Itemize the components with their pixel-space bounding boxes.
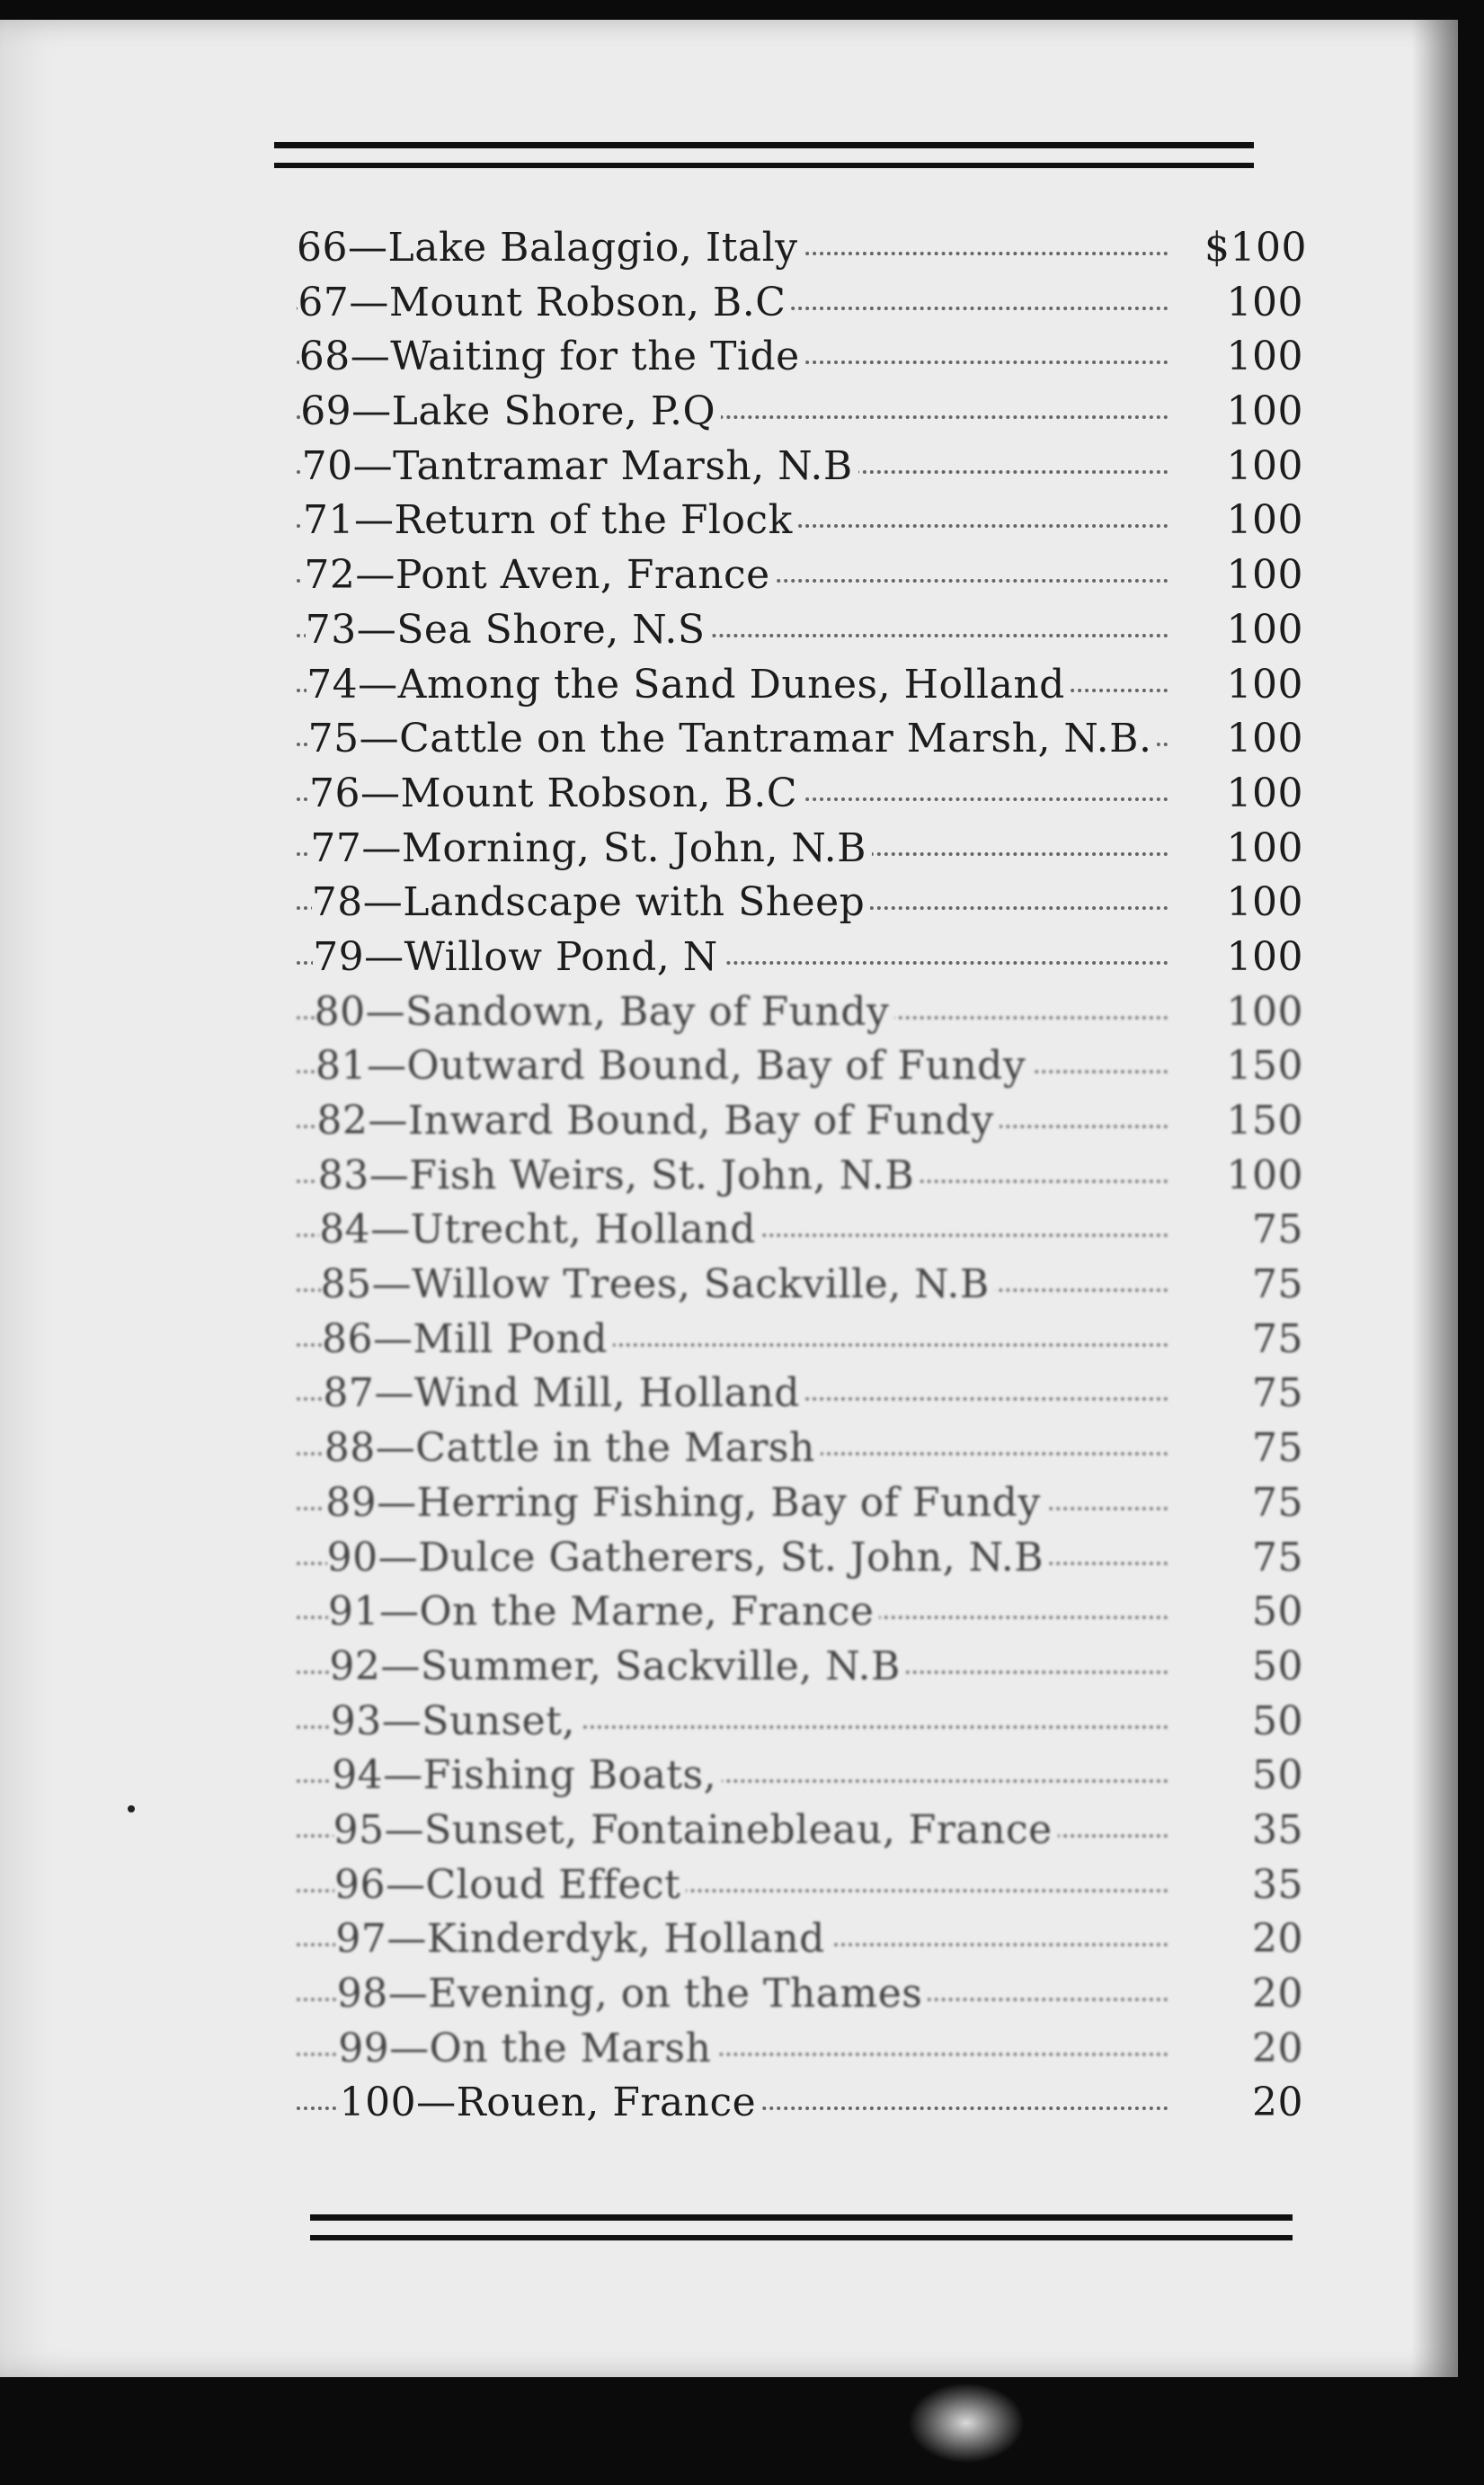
entry-title: 66—Lake Balaggio, Italy <box>297 221 804 276</box>
entry-price: 100 <box>1204 658 1303 713</box>
page-edge-shadow <box>1411 20 1458 2377</box>
entry-title: 86—Mill Pond <box>322 1313 613 1367</box>
list-item <box>297 1749 1303 1804</box>
price-list <box>297 221 1307 2131</box>
entry-title: 91—On the Marne, France <box>328 1585 879 1640</box>
entry-title: 69—Lake Shore, P.Q <box>300 385 721 440</box>
list-item <box>297 1421 1303 1476</box>
entry-price: 100 <box>1204 712 1303 767</box>
list-item <box>297 1367 1303 1421</box>
entry-price: 100 <box>1204 494 1303 548</box>
entry-price: 35 <box>1204 1804 1303 1858</box>
entry-title: 68—Waiting for the Tide <box>299 330 805 385</box>
entry-price: 20 <box>1204 2022 1303 2077</box>
entry-title: 76—Mount Robson, B.C <box>309 767 803 822</box>
entry-title: 82—Inward Bound, Bay of Fundy <box>316 1094 999 1149</box>
list-item <box>297 1094 1303 1149</box>
list-item <box>297 931 1303 985</box>
entry-title: 92—Summer, Sackville, N.B <box>329 1640 905 1695</box>
entry-title: 72—Pont Aven, France <box>304 548 775 603</box>
entry-title: 85—Willow Trees, Sackville, N.B <box>321 1258 995 1313</box>
list-item <box>297 2076 1303 2131</box>
entry-title: 84—Utrecht, Holland <box>319 1203 761 1258</box>
list-item <box>297 1313 1303 1367</box>
entry-title: 71—Return of the Flock <box>303 494 798 548</box>
top-double-rule <box>274 142 1254 168</box>
list-item <box>297 1203 1303 1258</box>
list-item <box>297 603 1303 658</box>
list-item <box>297 276 1303 331</box>
list-item <box>297 985 1303 1040</box>
entry-price: 100 <box>1204 276 1303 331</box>
list-item <box>297 1858 1303 1913</box>
list-item <box>297 712 1303 767</box>
entry-price: 100 <box>1204 1149 1303 1204</box>
entry-price: 75 <box>1204 1476 1303 1531</box>
list-item <box>297 1640 1303 1695</box>
entry-price: 100 <box>1204 385 1303 440</box>
list-item <box>297 658 1303 713</box>
entry-price: 100 <box>1204 440 1303 494</box>
entry-price: 150 <box>1204 1094 1303 1149</box>
list-item <box>297 221 1307 276</box>
list-item <box>297 494 1303 548</box>
entry-price: 75 <box>1204 1367 1303 1421</box>
entry-price: 150 <box>1204 1039 1303 1094</box>
list-item <box>297 330 1303 385</box>
entry-title: 80—Sandown, Bay of Fundy <box>315 985 895 1040</box>
entry-title: 78—Landscape with Sheep <box>312 876 871 931</box>
entry-price: 100 <box>1204 767 1303 822</box>
entry-title: 93—Sunset, <box>331 1695 581 1750</box>
entry-price: 50 <box>1204 1640 1303 1695</box>
entry-title: 99—On the Marsh <box>338 2022 716 2077</box>
list-item <box>297 1967 1303 2022</box>
list-item <box>297 1258 1303 1313</box>
entry-title: 100—Rouen, France <box>340 2076 762 2131</box>
entry-title: 97—Kinderdyk, Holland <box>335 1912 830 1967</box>
entry-title: 74—Among the Sand Dunes, Holland <box>307 658 1071 713</box>
entry-price: 75 <box>1204 1531 1303 1586</box>
entry-title: 95—Sunset, Fontainebleau, France <box>333 1804 1058 1858</box>
entry-title: 67—Mount Robson, B.C <box>298 276 791 331</box>
list-item <box>297 440 1303 494</box>
entry-price: 35 <box>1204 1858 1303 1913</box>
list-item <box>297 385 1303 440</box>
list-item <box>297 1585 1303 1640</box>
entry-price: $100 <box>1204 221 1303 276</box>
entry-title: 81—Outward Bound, Bay of Fundy <box>315 1039 1031 1094</box>
entry-price: 75 <box>1204 1258 1303 1313</box>
entry-title: 94—Fishing Boats, <box>332 1749 722 1804</box>
list-item <box>297 1695 1303 1750</box>
entry-price: 100 <box>1204 931 1303 985</box>
entry-price: 75 <box>1204 1313 1303 1367</box>
entry-price: 50 <box>1204 1749 1303 1804</box>
entry-title: 96—Cloud Effect <box>334 1858 686 1913</box>
entry-title: 98—Evening, on the Thames <box>337 1967 929 2022</box>
list-item <box>297 1912 1303 1967</box>
entry-price: 100 <box>1204 876 1303 931</box>
speck-mark <box>128 1805 135 1813</box>
list-item <box>297 1531 1303 1586</box>
entry-price: 100 <box>1204 985 1303 1040</box>
list-item <box>297 767 1303 822</box>
entry-title: 75—Cattle on the Tantramar Marsh, N.B. <box>308 712 1158 767</box>
list-item <box>297 1804 1303 1858</box>
entry-title: 79—Willow Pond, N <box>313 931 724 985</box>
entry-title: 73—Sea Shore, N.S <box>306 603 711 658</box>
entry-price: 100 <box>1204 822 1303 877</box>
list-item <box>297 876 1303 931</box>
entry-price: 50 <box>1204 1695 1303 1750</box>
entry-price: 100 <box>1204 603 1303 658</box>
entry-price: 20 <box>1204 2076 1303 2131</box>
entry-title: 87—Wind Mill, Holland <box>323 1367 805 1421</box>
entry-price: 100 <box>1204 548 1303 603</box>
entry-price: 100 <box>1204 330 1303 385</box>
list-item <box>297 1149 1303 1204</box>
glare-mark <box>908 2383 1025 2463</box>
entry-price: 20 <box>1204 1967 1303 2022</box>
list-item <box>297 548 1303 603</box>
list-item <box>297 1039 1303 1094</box>
entry-price: 20 <box>1204 1912 1303 1967</box>
entry-title: 88—Cattle in the Marsh <box>324 1421 821 1476</box>
list-item <box>297 1476 1303 1531</box>
list-item <box>297 822 1303 877</box>
list-item <box>297 2022 1303 2077</box>
entry-title: 90—Dulce Gatherers, St. John, N.B <box>327 1531 1050 1586</box>
entry-price: 75 <box>1204 1421 1303 1476</box>
bottom-double-rule <box>310 2214 1293 2240</box>
entry-title: 77—Morning, St. John, N.B <box>310 822 872 877</box>
entry-title: 83—Fish Weirs, St. John, N.B <box>318 1149 920 1204</box>
entry-price: 75 <box>1204 1203 1303 1258</box>
entry-title: 70—Tantramar Marsh, N.B <box>302 440 858 494</box>
entry-price: 50 <box>1204 1585 1303 1640</box>
entry-title: 89—Herring Fishing, Bay of Fundy <box>325 1476 1046 1531</box>
